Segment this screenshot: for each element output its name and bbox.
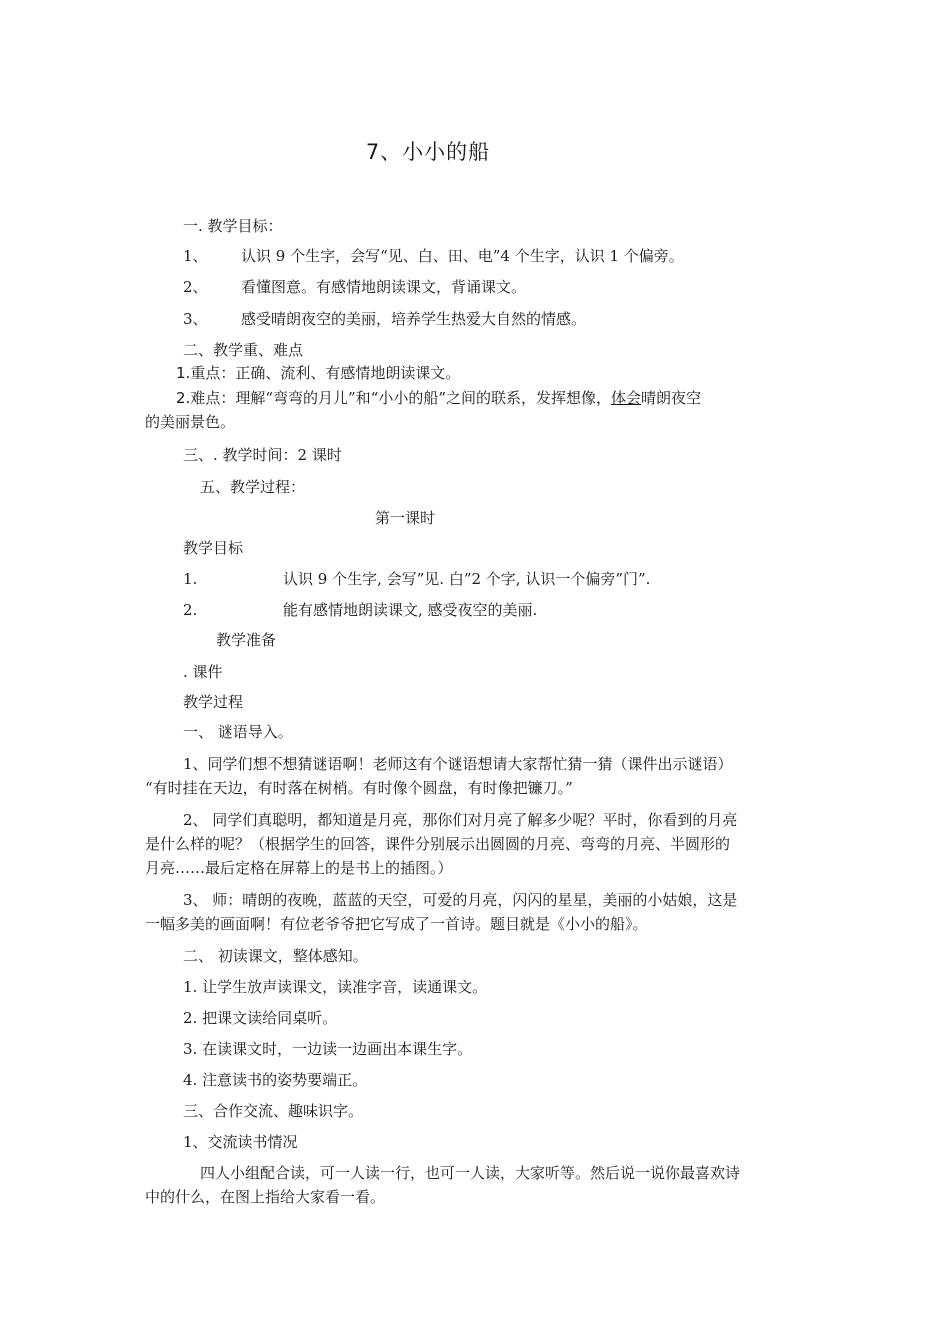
paragraph-line: 中的什么，在图上指给大家看一看。 xyxy=(145,1188,386,1206)
list-item: 3. 在读课文时，一边读一边画出本课生字。 xyxy=(183,1040,473,1058)
objectives-heading: 一. 教学目标： xyxy=(183,217,283,235)
lesson-goal-item xyxy=(183,569,650,589)
focus-heading: 二、教学重、难点 xyxy=(183,341,304,359)
lesson-goal-number: 2. xyxy=(183,601,198,619)
focus-text: 重点：正确、流利、有感情地朗读课文。 xyxy=(190,364,461,382)
lesson-goal-item xyxy=(183,600,537,620)
step2-heading: 二、 初读课文，整体感知。 xyxy=(183,947,368,965)
objective-number: 3、 xyxy=(183,310,208,328)
paragraph-line: 月亮……最后定格在屏幕上的是书上的插图。） xyxy=(145,859,453,877)
step1-heading: 一、 谜语导入。 xyxy=(183,723,293,741)
difficulty-continuation: 的美丽景色。 xyxy=(145,413,236,431)
difficulty-text: 难点：理解“弯弯的月儿”和“小小的船”之间的联系，发挥想像， xyxy=(190,389,611,407)
objective-text: 感受晴朗夜空的美丽，培养学生热爱大自然的情感。 xyxy=(241,310,587,328)
paragraph-line: 一幅多美的画面啊！有位老爷爷把它写成了一首诗。题目就是《小小的船》。 xyxy=(145,915,648,933)
objective-text: 认识 9 个生字，会写“见、白、田、电”4 个生字，认识 1 个偏旁。 xyxy=(241,247,684,265)
focus-item xyxy=(176,363,460,383)
objective-item xyxy=(183,246,684,266)
paragraph-line: 四人小组配合读，可一人读一行，也可一人读，大家听等。然后说一说你最喜欢诗 xyxy=(200,1164,741,1182)
lesson-goal-text: 认识 9 个生字, 会写”见. 白”2 个字, 认识一个偏旁”门”. xyxy=(283,570,651,588)
lesson-goal-text: 能有感情地朗读课文, 感受夜空的美丽. xyxy=(283,601,538,619)
list-item: 2. 把课文读给同桌听。 xyxy=(183,1009,338,1027)
paragraph-line: 3、 师：晴朗的夜晚，蓝蓝的天空，可爱的月亮，闪闪的星星，美丽的小姑娘，这是 xyxy=(183,891,738,909)
lesson-goal-number: 1. xyxy=(183,570,198,588)
objective-text: 看懂图意。有感情地朗读课文，背诵课文。 xyxy=(241,278,527,296)
lesson-title: 第一课时 xyxy=(375,509,436,527)
proc-heading: 教学过程 xyxy=(183,693,244,711)
prep-heading: 教学准备 xyxy=(216,631,277,649)
step3-heading: 三、合作交流、趣味识字。 xyxy=(183,1102,364,1120)
underlined-term: 体会 xyxy=(611,389,642,407)
objective-number: 2、 xyxy=(183,278,208,296)
difficulty-item xyxy=(176,388,701,408)
difficulty-number: 2. xyxy=(176,389,191,407)
paragraph-line: “有时挂在天边，有时落在树梢。有时像个圆盘，有时像把镰刀。” xyxy=(145,779,573,797)
paragraph-line: 是什么样的呢？（根据学生的回答，课件分别展示出圆圆的月亮、弯弯的月亮、半圆形的 xyxy=(145,835,731,853)
process-heading: 五、教学过程： xyxy=(200,478,306,496)
list-item: 1. 让学生放声读课文，读准字音，读通课文。 xyxy=(183,978,488,996)
list-item: 4. 注意读书的姿势要端正。 xyxy=(183,1071,368,1089)
paragraph-line: 2、 同学们真聪明，都知道是月亮，那你们对月亮了解多少呢？平时，你看到的月亮 xyxy=(183,811,738,829)
teaching-time: 三、. 教学时间：2 课时 xyxy=(183,446,342,464)
page-title: 7、小小的船 xyxy=(365,140,491,164)
focus-number: 1. xyxy=(176,364,191,382)
objective-number: 1、 xyxy=(183,247,208,265)
step3-subheading: 1、交流读书情况 xyxy=(183,1133,298,1151)
objective-item xyxy=(183,277,526,297)
lesson-goal-heading: 教学目标 xyxy=(183,539,244,557)
paragraph-line: 1、同学们想不想猜谜语啊！老师这有个谜语想请大家帮忙猜一猜（课件出示谜语） xyxy=(183,755,733,773)
difficulty-text-end: 晴朗夜空 xyxy=(641,389,702,407)
prep-item: . 课件 xyxy=(183,663,223,681)
objective-item xyxy=(183,309,586,329)
